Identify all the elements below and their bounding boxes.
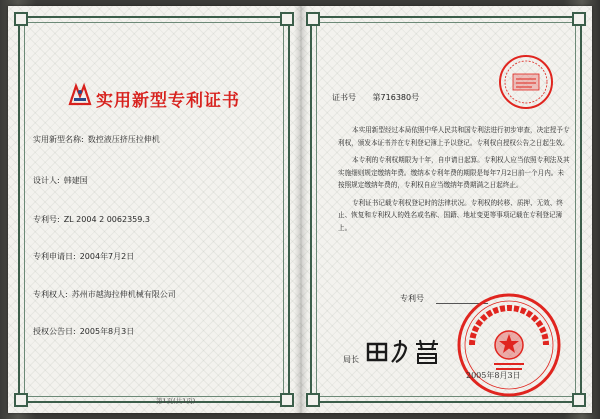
field-patentee: 专利权人: 苏州市越海拉伸机械有限公司 [33,290,176,299]
certificate-title: 实用新型专利证书 [96,91,240,111]
field-designer: 设计人: 韩建国 [33,176,88,185]
field-utility-model-name: 实用新型名称: 数控液压挤压拉伸机 [33,135,160,144]
issue-date: 2005年8月3日 [466,371,521,380]
small-red-seal-icon [496,52,556,112]
certificate-body-text: 本实用新型经过本局依照中华人民共和国专利法进行初步审查，决定授予专利权，颁发本证书并在专利登记簿上予以登记。专利权自授权公告之日起生效。 本专利的专利权期限为十年，自申请日起算。专利权人应当依照专利法及其实施细则规定缴纳年费。缴纳本专利年费的期限是每年7月2日前一个月内。未按照规定缴纳年费的，专利权自应当缴纳年费期满之日起终止。 专利证书记载专利权登记时的法律状况。专利权的转移、质押、无效、终止、恢复和专利权人的姓名或名称、国籍、地址变更等事项记载在专利登记簿上。 [338,126,570,232]
left-page-border [18,16,290,403]
patent-number-label: 专利号 [400,294,424,303]
certificate-number: 证书号 第716380号 [332,93,420,102]
page-footer: 第1页(共1页) [156,397,196,405]
director-label: 局长 [343,355,359,364]
certificate-paper [8,6,592,413]
left-page [8,6,300,413]
field-patent-number: 专利号: ZL 2004 2 0062359.3 [33,215,150,224]
official-red-seal-icon [454,290,564,400]
director-signature [364,336,446,366]
patent-office-emblem-icon [66,82,94,108]
field-filing-date: 专利申请日: 2004年7月2日 [33,252,135,261]
book-spine [294,6,308,413]
field-grant-announcement-date: 授权公告日: 2005年8月3日 [33,327,135,336]
